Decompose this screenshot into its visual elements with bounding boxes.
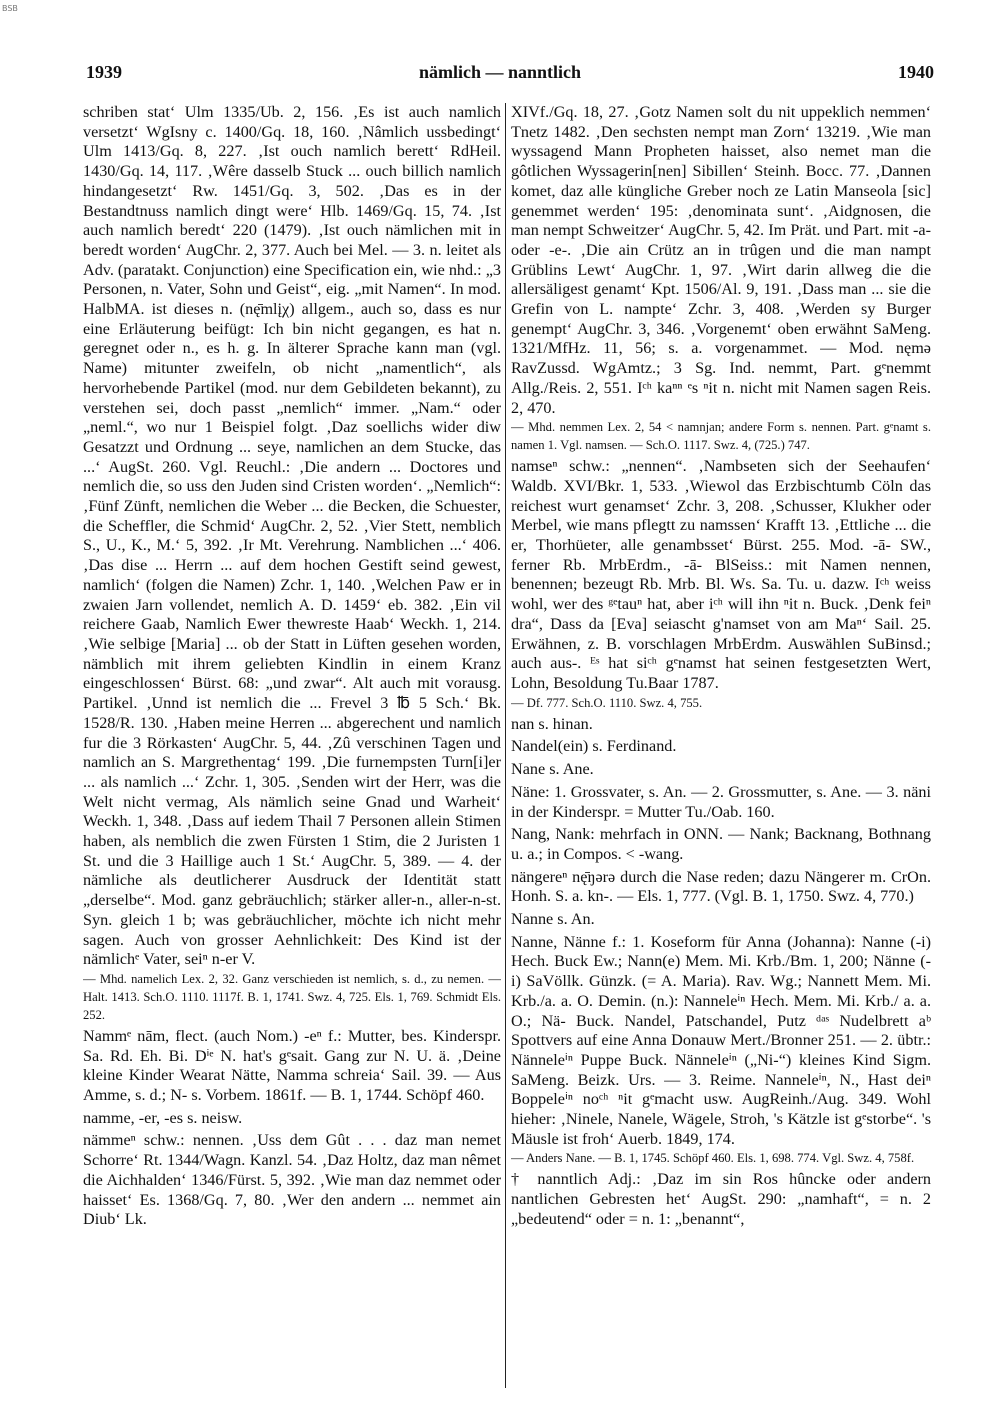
left-entry-namme: Nammᵉ nām, flect. (auch Nom.) -eⁿ f.: Mutter, bes. Kinderspr. Sa. Rd. Eh. Bi. Dⁱᵉ N. hat's gᵉsait. Gang zur N. U. ä. ‚Deine kleine Kinder Wearat Nätte, Namma schreia‘ Sail. 39. — Aus Amme, s. d.; N- s. Vorbem. 1861f. — B. 1, 1744. Schöpf 460. [83,1026,501,1105]
left-reference-note: — Mhd. namelich Lex. 2, 32. Ganz verschieden ist nemlich, s. d., zu nemen. — Halt. 1413. Sch.O. 1110. 1117f. B. 1, 1741. Swz. 4, 725. Els. 1, 769. Schmidt Els. 252. [83,971,501,1022]
right-entry-nanntlich: † nanntlich Adj.: ‚Daz im sin Ros hûncke oder andern nantlichen Gebresten het‘ AugSt. 290: „namhaft“, = n. 2 „bedeutend“ oder = n. 1: „benannt“, [511,1170,931,1228]
right-reference-note-3: — Anders Nane. — B. 1, 1745. Schöpf 460. Els. 1, 698. 774. Vgl. Swz. 4, 758f. [511,1151,915,1166]
right-entry-naene: Näne: 1. Grossvater, s. An. — 2. Grossmutter, s. Ane. — 3. näni in der Kinderspr. = Mutter Tu./Oab. 160. [511,782,931,821]
right-entry-nang: Nang, Nank: mehrfach in ONN. — Nank; Backnang, Bothnang u. a.; in Compos. < -wang. [511,825,931,863]
right-reference-note: — Mhd. nemmen Lex. 2, 54 < namnjan; andere Form s. nennen. Part. gᵉnamt s. namen 1. Vgl. namsen. — Sch.O. 1117. Swz. 4, (725.) 747. [511,420,931,453]
left-paragraph: schriben stat‘ Ulm 1335/Ub. 2, 156. ‚Es ist auch namlich versetzt‘ WgIsny c. 1400/Gq. 18, 160. ‚Nâmlich ussbedingt‘ Ulm 1413/Gq. 8, 227. ‚Ist ouch namlich berett‘ RdHeil. 1430/Gq. 14, 117. ‚Wêre dasselb Stuck ... ouch billich namlich hindangesetzt‘ Rw. 1451/Gq. 3, 502. ‚Das es in der Bestandtnuss namlich dingt were‘ Hlb. 1469/Gq. 15, 74. ‚Ist auch namlich beredt‘ 220 (1479). ‚Ist ouch nämlichen mit in beredt worden‘ AugChr. 2, 377. Auch bei Mel. — 3. n. leitet als Adv. (paratakt. Conjunction) eine Specification ein, wie nhd.: „3 Personen, n. Vater, Sohn und Geist“, eig. „mit Namen“. In mod. HalbMA. ist dieses n. (nę̄mlįχ) allgem., auch so, dass es nur eine Erläuterung beifügt: Ich bin nicht gegangen, es hat n. geregnet oder n., es h. g. In älterer Sprache kann man (vgl. Name) mitunter zweifeln, ob nicht „namentlich“, als hervorhebende Partikel (mod. nur dem Gebildeten bekannt), zu verstehen sei, doch passt „nemlich“ immer. „Nam.“ oder „neml.“, wo nur 1 Beispiel folgt. ‚Daz soellichs wider diw Gesatzzt und Ordnung ... seye, namlichen an dem Stucke, das ...‘ AugSt. 260. Vgl. Reuchl.: ‚Die andern ... Doctores und nemlich die, so uss den Juden sind Cristen worden‘. „Nemlich“: ‚Fünf Zünft, nemlichen die Weber ... die Becken, die Schuester, die Scheffler, die Schmid‘ AugChr. 2, 52. ‚Vier Stett, nemblich S., U., K., M.‘ 5, 392. ‚Ir Mt. Verehrung. Namblichen ...‘ 406. ‚Das dise ... Herrn ... auf dem hochen Gestift seind gewest, namlich‘ (folgen die Namen) Zchr. 1, 140. ‚Welchen Paw er in zwaien Jarn vollendet, nemlich A. D. 1459‘ eb. 382. ‚Ein vil reichere Gaab, Namlich Ewer thewreste Haab‘ Weckh. 1, 214. ‚Wie selbige [Maria] ... ob der Statt in Lüften gesehen worden, nämblich mit ihrem geliebten Kindlin in einem Kranz eingeschlossen‘ Bürst. 68: „und zwar“. Alt auch mit vorausg. Partikel. ‚Unnd ist nemlich die ... Frevel 3 ℔ 5 Sch.‘ Bk. 1528/R. 130. ‚Haben meine Herren ... abgerechent und namlich fur die 3 Rörkasten‘ AugChr. 5, 44. ‚Zû verschinen Tagen und namlich an S. Margrethentag‘ 199. ‚Die furnempsten Turn[i]er ... als namlich ...‘ Zchr. 1, 305. ‚Senden wirt der Herr, was die Welt nicht vermag, Als nämlich seine Gnad und Warheit‘ Weckh. 1, 348. ‚Dass auf iedem Thail 7 Personen allein Stimen haben, als nemblich die zwen Fürsten 1 Stim, die 2 Juristen 1 St. und die 3 Haillige auch 1 St.‘ AugChr. 5, 389. — 4. der nämliche als deutlicherer Ausdruck der Identität statt „derselbe“. Mod. ganz gebräuchlich; stärker aller-n., aller-n-st. Syn. gleich 1 b; was gebräuchlicher, möchte ich nicht mehr sagen. Auch von grosser Aehnlichkeit: Des Kind ist der nämlichᵉ Vater, seiⁿ n-er V. [83,103,501,969]
page-number-left: 1939 [86,62,122,82]
right-column [511,103,931,1388]
right-entry-naengeren: nängereⁿ nę̄ŋərə durch die Nase reden; dazu Nängerer m. CrOn. Honh. S. a. kn-. — Els. 1, 777. (Vgl. B. 1, 1750. Swz. 4, 770.) [511,867,931,906]
column-divider [505,103,506,1388]
right-entry-nan: nan s. hinan. [511,714,593,733]
right-entry-nanne: Nanne, Nänne f.: 1. Koseform für Anna (Johanna): Nanne (-i) Hech. Buck Ew.; Nann(e) Mem. Mi. Krb./Bm. 1, 200; Nänne (-i) SaVöllk. Günzk. (= A. Maria). Rav. Wg.; Nannett Mem. Mi. Krb./a. a. O. Demin. (n.): Nanneleⁱⁿ Hech. Mem. Mi. Krb./ a. a. O.; Nä- Buck. Nandel, Patschandel, Putz ᵈᵃˢ Nudelbrett aᵇ Spottvers auf eine Anna Donauw Mert./Bronner 251. — 2. übtr.: Nänneleⁱⁿ Puppe Buck. Nänneleⁱⁿ („Ni-“) kleines Kind Sigm. SaMeng. Beizk. Urs. — 3. Reime. Nanneleⁱⁿ, N., Hast deiⁿ Boppeleⁱⁿ noᶜʰ ⁿit gᵉmacht usw. AugReinh./Aug. 349. Wohl hieher: ‚Ninele, Nanele, Wägele, Stroh, 's Kätzle ist gᵉstorbe“. 's Mäusle ist froh‘ Auerb. 1849, 174. [511,932,931,1148]
right-entry-nanne-crossref: Nanne s. An. [511,910,595,929]
page-header [0,60,1000,88]
right-reference-note-2: — Df. 777. Sch.O. 1110. Swz. 4, 755. [511,695,703,710]
right-entry-nandel: Nandel(ein) s. Ferdinand. [511,737,677,756]
left-entry-namme-crossref: namme, -er, -es s. neisw. [83,1108,243,1127]
running-title: nämlich — nanntlich [418,62,582,82]
library-stamp: BSB [2,4,18,13]
right-entry-namsen: namseⁿ schw.: „nennen“. ‚Nambseten sich der Seehaufen‘ Waldb. XVI/Bkr. 1, 533. ‚Wiewol das Erzbischtumb Cöln das reichest wurt genamset‘ Zchr. 3, 208. ‚Schusser, Klukher oder Merbel, wie mans pflegtt zu namssen‘ Krafft 13. ‚Ettliche ... die er, Thorhüeter, alle genambsset‘ Bürst. 255. Mod. -ā- SW., ferner Rb. MrbErdm., -ā- BlSeiss.: mit Namen nennen, benennen; bezeugt Rb. Mrb. Bl. Ws. Sa. Tu. u. dazw. Iᶜʰ weiss wohl, wer des ᵍᵉtauⁿ hat, aber iᶜʰ will ihn ⁿit n. Buck. ‚Denk feiⁿ dra“, Dass da [Eva] seiascht g'namset von am Maⁿ‘ Sail. 25. Erwähnen, z. B. vorschlagen MrbErdm. Auswählen SuBinsd.; auch aus-. ᴱˢ hat siᶜʰ gᵉnamst hat seinen festgesetzten Wert, Lohn, Besoldung Tu.Baar 1787. [511,457,931,692]
page-number-right: 1940 [898,62,934,82]
right-entry-nane: Nane s. Ane. [511,760,594,779]
right-paragraph: XIVf./Gq. 18, 27. ‚Gotz Namen solt du nit uppeklich nemmen‘ Tnetz 1482. ‚Den sechsten nempt man Zorn‘ 13219. ‚Wie man wyssagend Mann Propheten haisset, also nemet man die gôtlichen Wyssagerin[nen] Sibillen‘ Steinh. Bocc. 77. ‚Dannen komet, daz alle küngliche Greber noch ze Latin Manseola [sic] genemmet werden‘ 195: ‚denominata sunt‘. ‚Aidgnosen, die man nempt Schweitzer‘ AugChr. 5, 42. Im Prät. und Part. mit -a- oder -e-. ‚Die ain Crütz an in trûgen und die man nampt Grüblins Lewt‘ AugChr. 1, 97. ‚Wirt darin allweg die die allersäligest genamt‘ Kpt. 1506/Al. 9, 191. ‚Dass man ... sie die Grefin von L. nampte‘ Zchr. 3, 408. ‚Werden sy Burger genempt‘ AugChr. 3, 346. ‚Vorgenemt‘ oben erwähnt SaMeng. 1321/MfHz. 11, 56; s. a. vorgenammet. — Mod. nęmə RavZussd. WgAmtz.; 3 Sg. Ind. nemmt, Part. gᵉnemmt Allg./Reis. 2, 551. Iᶜʰ kaⁿⁿ ᵉs ⁿit n. nicht mit Namen sagen Reis. 2, 470. [511,103,931,417]
left-column [83,103,501,1388]
left-entry-naemmen: nämmeⁿ schw.: nennen. ‚Uss dem Gût . . . daz man nemet Schorre‘ Rt. 1344/Wagn. Kanzl. 54. ‚Daz Holtz, daz man nêmet die Aichhalden‘ 1346/Fürst. 5, 392. ‚Wie man daz nemmet oder haisset‘ Es. 1368/Gq. 7, 80. ‚Wer den andern ... nemmet ain Diub‘ Lk. [83,1131,501,1229]
